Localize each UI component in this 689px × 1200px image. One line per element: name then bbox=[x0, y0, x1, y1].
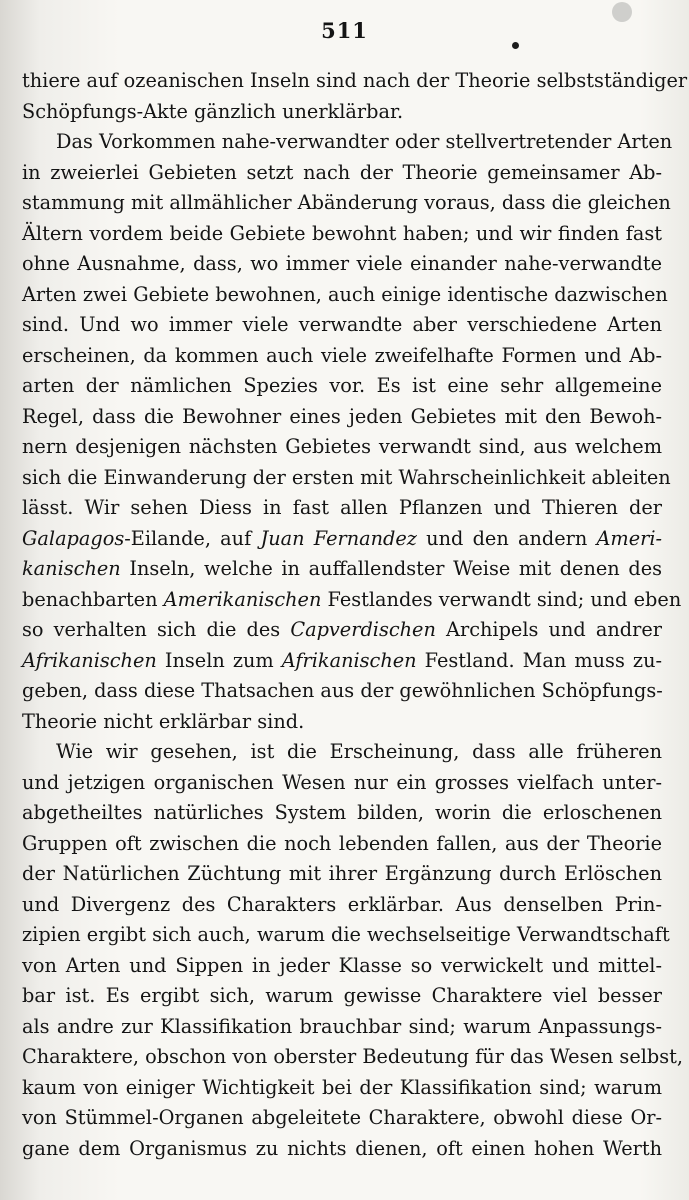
text-line: Wie wir gesehen, ist die Erscheinung, dass alle früheren bbox=[56, 740, 662, 763]
text-line bbox=[22, 646, 662, 677]
text-line: sind. Und wo immer viele verwandte aber verschiedene Arten bbox=[22, 313, 662, 336]
text-line: Gruppen oft zwischen die noch lebenden fallen, aus der Theorie bbox=[22, 831, 662, 855]
text-line: als andre zur Klassifikation brauchbar sind; warum Anpassungs- bbox=[22, 1014, 662, 1038]
italic-term: Juan Fernandez bbox=[260, 526, 417, 550]
text-run: Inseln zum bbox=[156, 648, 282, 672]
text-line bbox=[22, 615, 662, 646]
italic-term: Galapagos bbox=[22, 526, 125, 550]
text-run: so verhalten sich die des bbox=[22, 618, 291, 641]
text-line: Theorie nicht erklärbar sind. bbox=[22, 709, 305, 733]
text-line: Charaktere, obschon von oberster Bedeutung für das Wesen selbst, bbox=[22, 1045, 684, 1068]
text-line: Das Vorkommen nahe-verwandter oder stellvertretender Arten bbox=[56, 130, 673, 153]
text-line bbox=[22, 554, 662, 585]
italic-term: kanischen bbox=[22, 557, 121, 580]
italic-term: Ameri- bbox=[596, 526, 663, 550]
text-line: Arten zwei Gebiete bewohnen, auch einige identische dazwischen bbox=[22, 282, 668, 306]
text-line: abgetheiltes natürliches System bilden, worin die erloschenen bbox=[22, 801, 662, 824]
text-line: in zweierlei Gebieten setzt nach der Theorie gemeinsamer Ab- bbox=[22, 160, 662, 184]
text-run: und den andern bbox=[416, 526, 597, 550]
text-run: Festlandes verwandt sind; und eben bbox=[321, 587, 682, 611]
italic-term: Capverdischen bbox=[290, 618, 436, 641]
text-line: nern desjenigen nächsten Gebietes verwandt sind, aus welchem bbox=[22, 435, 662, 458]
body-text bbox=[22, 66, 688, 1164]
text-line: gane dem Organismus zu nichts dienen, oft einen hohen Werth bbox=[22, 1136, 662, 1160]
italic-term: Afrikanischen bbox=[281, 648, 417, 672]
text-line: erscheinen, da kommen auch viele zweifelhafte Formen und Ab- bbox=[22, 343, 662, 367]
ink-speck bbox=[512, 42, 519, 49]
text-line: thiere auf ozeanischen Inseln sind nach der Theorie selbstständiger bbox=[22, 69, 688, 92]
italic-term: Amerikanischen bbox=[163, 587, 322, 611]
text-line: Schöpfungs-Akte gänzlich unerklärbar. bbox=[22, 99, 404, 123]
text-line: zipien ergibt sich auch, warum die wechselseitige Verwandtschaft bbox=[22, 923, 670, 946]
text-line: sich die Einwanderung der ersten mit Wahrscheinlichkeit ableiten bbox=[22, 465, 671, 489]
text-line: und Divergenz des Charakters erklärbar. Aus denselben Prin- bbox=[22, 892, 662, 916]
text-line: arten der nämlichen Spezies vor. Es ist eine sehr allgemeine bbox=[22, 374, 662, 397]
text-line bbox=[22, 524, 662, 555]
text-line: und jetzigen organischen Wesen nur ein grosses vielfach unter- bbox=[22, 770, 662, 794]
text-line: bar ist. Es ergibt sich, warum gewisse Charaktere viel besser bbox=[22, 984, 662, 1007]
text-line bbox=[22, 585, 682, 616]
text-run: Inseln, welche in auffallendster Weise mit denen des bbox=[120, 557, 662, 580]
text-line: lässt. Wir sehen Diess in fast allen Pflanzen und Thieren der bbox=[22, 496, 662, 519]
text-run: Archipels und andrer bbox=[435, 618, 662, 641]
text-line: stammung mit allmählicher Abänderung voraus, dass die gleichen bbox=[22, 191, 671, 214]
text-run: Festland. Man muss zu- bbox=[416, 648, 662, 672]
text-line: geben, dass diese Thatsachen aus der gewöhnlichen Schöpfungs- bbox=[22, 679, 663, 702]
text-line: Regel, dass die Bewohner eines jeden Gebietes mit den Bewoh- bbox=[22, 404, 662, 428]
text-line: ohne Ausnahme, dass, wo immer viele einander nahe-verwandte bbox=[22, 252, 662, 275]
italic-term: Afrikanischen bbox=[22, 648, 157, 672]
text-line: Ältern vordem beide Gebiete bewohnt haben; und wir finden fast bbox=[22, 221, 662, 245]
text-run: -Eilande, auf bbox=[124, 526, 261, 550]
text-line: kaum von einiger Wichtigkeit bei der Klassifikation sind; warum bbox=[22, 1075, 662, 1099]
text-line: von Stümmel-Organen abgeleitete Charaktere, obwohl diese Or- bbox=[22, 1106, 662, 1129]
text-line: der Natürlichen Züchtung mit ihrer Ergänzung durch Erlöschen bbox=[22, 862, 662, 885]
page-number: 511 bbox=[321, 18, 368, 43]
text-line: von Arten und Sippen in jeder Klasse so verwickelt und mittel- bbox=[22, 953, 662, 977]
text-run: benachbarten bbox=[22, 587, 164, 611]
